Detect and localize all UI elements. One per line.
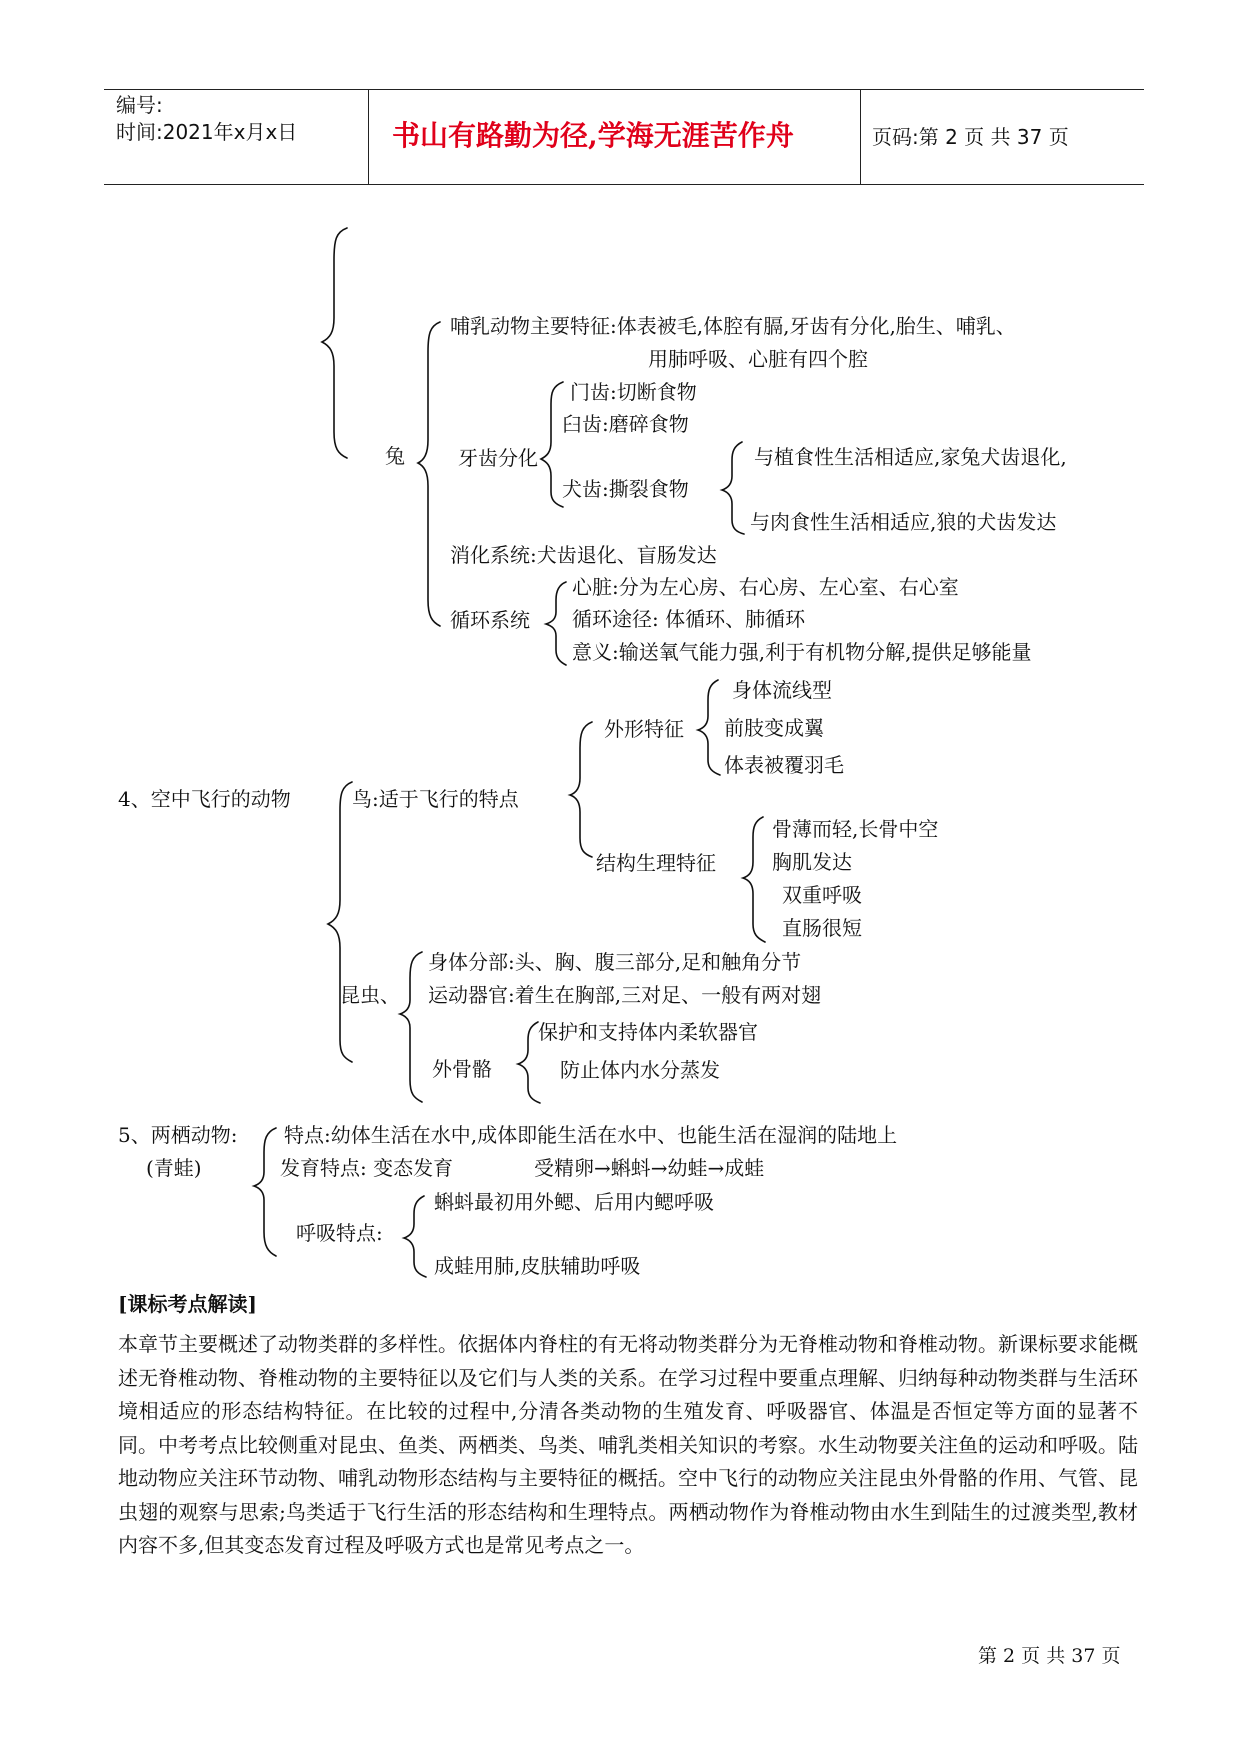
standards-paragraph: 本章节主要概述了动物类群的多样性。依据体内脊柱的有无将动物类群分为无脊椎动物和脊椎动物。新课标要求能概述无脊椎动物、脊椎动物的主要特征以及它们与人类的关系。在学习过程中要重点理解、归纳每种动物类群与生活环境相适应的形态结构特征。在比较的过程中,分清各类动物的生殖发育、呼吸器官、体温是否恒定等方面的显著不同。中考考点比较侧重对昆虫、鱼类、两栖类、鸟类、哺乳类相关知识的考察。水生动物要关注鱼的运动和呼吸。陆地动物应关注环节动物、哺乳动物形态结构与主要特征的概括。空中飞行的动物应关注昆虫外骨骼的作用、气管、昆虫翅的观察与思索;鸟类适于飞行生活的形态结构和生理特点。两栖动物作为脊椎动物由水生到陆生的过渡类型,教材内容不多,但其变态发育过程及呼吸方式也是常见考点之一。 bbox=[118, 1332, 1138, 1557]
insect-label: 昆虫、 bbox=[340, 983, 400, 1007]
shape-item: 前肢变成翼 bbox=[724, 716, 824, 740]
circulation-route-text: 循环途径: 体循环、肺循环 bbox=[572, 607, 806, 631]
flying-title: 4、空中飞行的动物 bbox=[118, 787, 291, 811]
brace-struct bbox=[743, 817, 765, 942]
brace-circulation bbox=[546, 582, 566, 665]
page-label: 页码:第 2 页 共 37 页 bbox=[872, 125, 1069, 149]
heart-text: 心脏:分为左心房、右心房、左心室、右心室 bbox=[572, 575, 959, 599]
canine-text: 犬齿:撕裂食物 bbox=[562, 477, 689, 501]
breath-item: 蝌蚪最初用外鳃、后用内鳃呼吸 bbox=[434, 1190, 714, 1214]
incisor-text: 门齿:切断食物 bbox=[570, 380, 697, 404]
breath-item: 成蛙用肺,皮肤辅助呼吸 bbox=[434, 1254, 641, 1278]
exoskeleton-item: 防止体内水分蒸发 bbox=[560, 1058, 720, 1082]
standards-heading: [课标考点解读] bbox=[118, 1292, 257, 1316]
amphibian-development: 发育特点: 变态发育 bbox=[280, 1156, 454, 1180]
brace-teeth bbox=[541, 382, 563, 507]
brace-shape bbox=[698, 680, 720, 775]
breath-label: 呼吸特点: bbox=[296, 1221, 383, 1245]
mammal-feature-line1: 哺乳动物主要特征:体表被毛,体腔有膈,牙齿有分化,胎生、哺乳、 bbox=[450, 314, 1016, 338]
circulation-meaning-text: 意义:输送氧气能力强,利于有机物分解,提供足够能量 bbox=[572, 640, 1032, 664]
amphibian-title: 5、两栖动物: bbox=[118, 1123, 238, 1147]
time-label: 时间:2021年x月x日 bbox=[116, 120, 298, 144]
amphibian-development-sequence: 受精卵→蝌蚪→幼蛙→成蛙 bbox=[534, 1156, 765, 1180]
brace-exo bbox=[518, 1022, 540, 1103]
amphibian-trait: 特点:幼体生活在水中,成体即能生活在水中、也能生活在湿润的陆地上 bbox=[284, 1123, 898, 1147]
footer-page-number: 第 2 页 共 37 页 bbox=[978, 1645, 1121, 1667]
exoskeleton-item: 保护和支持体内柔软器官 bbox=[538, 1020, 758, 1044]
shape-item: 身体流线型 bbox=[732, 678, 832, 702]
struct-item: 胸肌发达 bbox=[772, 850, 852, 874]
brace-breath bbox=[404, 1196, 426, 1277]
circulation-label: 循环系统 bbox=[450, 608, 530, 632]
mammal-feature-line2: 用肺呼吸、心脏有四个腔 bbox=[648, 347, 868, 371]
teeth-label: 牙齿分化 bbox=[458, 446, 538, 470]
insect-body-text: 身体分部:头、胸、腹三部分,足和触角分节 bbox=[428, 950, 802, 974]
digestion-text: 消化系统:犬齿退化、盲肠发达 bbox=[450, 543, 717, 567]
exoskeleton-label: 外骨骼 bbox=[432, 1057, 492, 1081]
brace-rabbit bbox=[418, 322, 440, 626]
struct-item: 直肠很短 bbox=[782, 916, 862, 940]
header-divider bbox=[860, 90, 861, 184]
bird-label: 鸟:适于飞行的特点 bbox=[352, 787, 519, 811]
canine-herbivore-text: 与植食性生活相适应,家兔犬齿退化, bbox=[754, 445, 1067, 469]
brace-flying bbox=[328, 782, 352, 1062]
insect-motion-text: 运动器官:着生在胸部,三对足、一般有两对翅 bbox=[428, 983, 822, 1007]
brace-insect bbox=[400, 952, 422, 1102]
rabbit-label: 兔 bbox=[385, 444, 405, 468]
serial-label: 编号: bbox=[116, 93, 163, 117]
amphibian-subtitle: (青蛙) bbox=[146, 1156, 202, 1180]
struct-label: 结构生理特征 bbox=[596, 851, 716, 875]
brace-amphibian bbox=[254, 1128, 276, 1256]
brace-mammal-outer bbox=[322, 228, 347, 458]
header-divider bbox=[368, 90, 369, 184]
header-motto: 书山有路勤为径,学海无涯苦作舟 bbox=[392, 119, 794, 152]
brace-canine bbox=[722, 442, 744, 534]
canine-carnivore-text: 与肉食性生活相适应,狼的犬齿发达 bbox=[750, 510, 1057, 534]
struct-item: 双重呼吸 bbox=[782, 883, 862, 907]
shape-item: 体表被覆羽毛 bbox=[724, 753, 844, 777]
brace-bird bbox=[570, 722, 592, 857]
molar-text: 臼齿:磨碎食物 bbox=[562, 412, 689, 436]
shape-label: 外形特征 bbox=[604, 717, 684, 741]
struct-item: 骨薄而轻,长骨中空 bbox=[772, 817, 939, 841]
